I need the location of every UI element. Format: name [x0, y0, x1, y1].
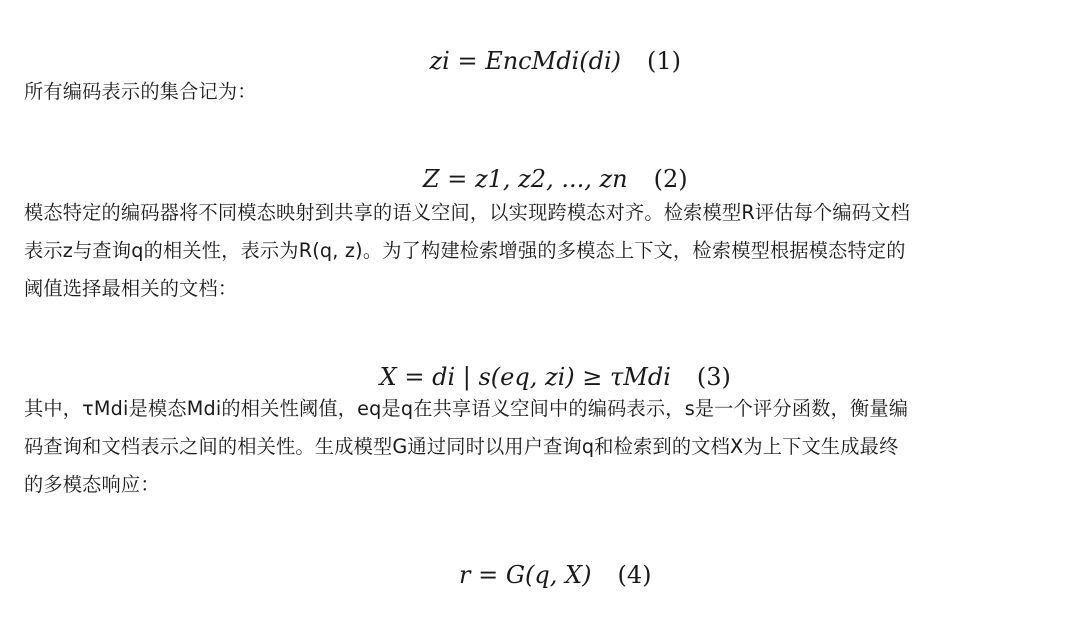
equation-3: X = di | s(eq, zi) ≥ τMdi (3) — [379, 363, 731, 391]
equation-2: Z = z1, z2, ..., zn (2) — [422, 165, 688, 193]
equation-3-rhs: di | s(eq, zi) ≥ τMdi — [432, 363, 671, 391]
equation-4-number: (4) — [617, 561, 652, 589]
equation-1-rhs: EncMdi(di) — [485, 47, 621, 75]
paragraph-2: 模态特定的编码器将不同模态映射到共享的语义空间，以实现跨模态对齐。检索模型R评估每个编码文档 表示z与查询q的相关性，表示为R(q, z)。为了构建检索增强的多模态上下文，检索模型根据模态特定的 阈值选择最相关的文档： — [24, 201, 910, 300]
equation-4-lhs: r — [459, 561, 471, 589]
equation-3-lhs: X — [379, 363, 397, 391]
equation-2-lhs: Z — [422, 165, 440, 193]
equation-4: r = G(q, X) (4) — [459, 561, 652, 589]
paragraph-3: 其中，τMdi是模态Mdi的相关性阈值，eq是q在共享语义空间中的编码表示，s是一个评分函数，衡量编 码查询和文档表示之间的相关性。生成模型G通过同时以用户查询q和检索到的文档X为上下文生成最终 的多模态响应： — [24, 397, 909, 496]
equation-1-lhs: zi — [429, 47, 450, 75]
equation-2-number: (2) — [653, 165, 688, 193]
equation-3-number: (3) — [696, 363, 731, 391]
equation-2-rhs: z1, z2, ..., zn — [474, 165, 628, 193]
paragraph-1: 所有编码表示的集合记为： — [24, 80, 257, 103]
equation-4-rhs: G(q, X) — [505, 561, 592, 589]
equation-1-number: (1) — [647, 47, 681, 75]
equation-1: zi = EncMdi(di) (1) — [429, 47, 681, 75]
